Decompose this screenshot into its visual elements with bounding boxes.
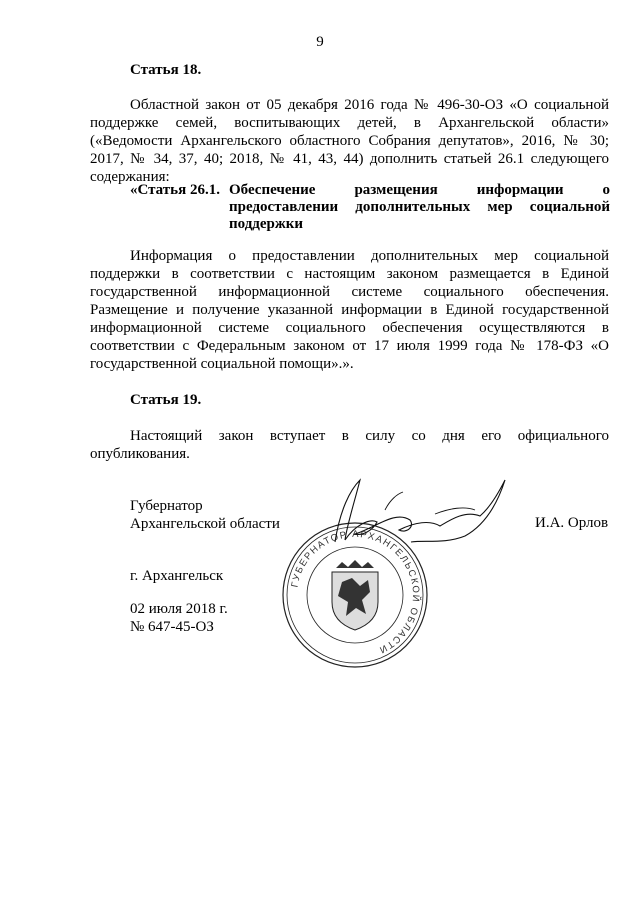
article-18-body: Информация о предоставлении дополнительных мер социальной поддержки в соответствии с настоящим законом размещается в Единой государственной информационной системе социального обеспечения. Размещение и получение указанной информации в Единой государственной информационной системе социального обеспечения осуществляются в соответствии с Федеральным законом от 17 июля 1999 года № 178-ФЗ «О государственной социальной помощи».».	[90, 248, 609, 372]
new-article-number: «Статья 26.1.	[130, 182, 220, 198]
signatory-position	[130, 497, 280, 533]
article-19-body: Настоящий закон вступает в силу со дня его официального опубликования.	[90, 428, 609, 462]
new-article-title: Обеспечение размещения информации о предоставлении дополнительных мер социальной поддержки	[229, 182, 610, 232]
page-number: 9	[316, 34, 324, 50]
signatory-position-line1: Губернатор	[130, 498, 203, 514]
coat-of-arms-icon	[332, 560, 378, 630]
article-18-heading: Статья 18.	[130, 62, 202, 78]
date-and-number	[130, 600, 228, 636]
place-of-signing: г. Архангельск	[130, 568, 224, 584]
handwritten-signature	[315, 470, 525, 560]
seal-text: ГУБЕРНАТОР АРХАНГЕЛЬСКОЙ ОБЛАСТИ	[289, 528, 422, 656]
article-18-intro: Областной закон от 05 декабря 2016 года № 496-30-ОЗ «О социальной поддержке семей, воспитывающих детей, в Архангельской области» («Ведомости Архангельского областного Собрания депутатов», 2016, № 30; 2017, № 34, 37, 40; 2018, № 41, 43, 44) дополнить статьей 26.1 следующего содержания:	[90, 97, 609, 185]
new-article-reference	[130, 182, 610, 233]
signatory-name: И.А. Орлов	[535, 515, 609, 531]
law-number: № 647-45-ОЗ	[130, 619, 214, 635]
signatory-position-line2: Архангельской области	[130, 516, 280, 532]
law-date: 02 июля 2018 г.	[130, 601, 228, 617]
article-19-heading: Статья 19.	[130, 392, 202, 408]
